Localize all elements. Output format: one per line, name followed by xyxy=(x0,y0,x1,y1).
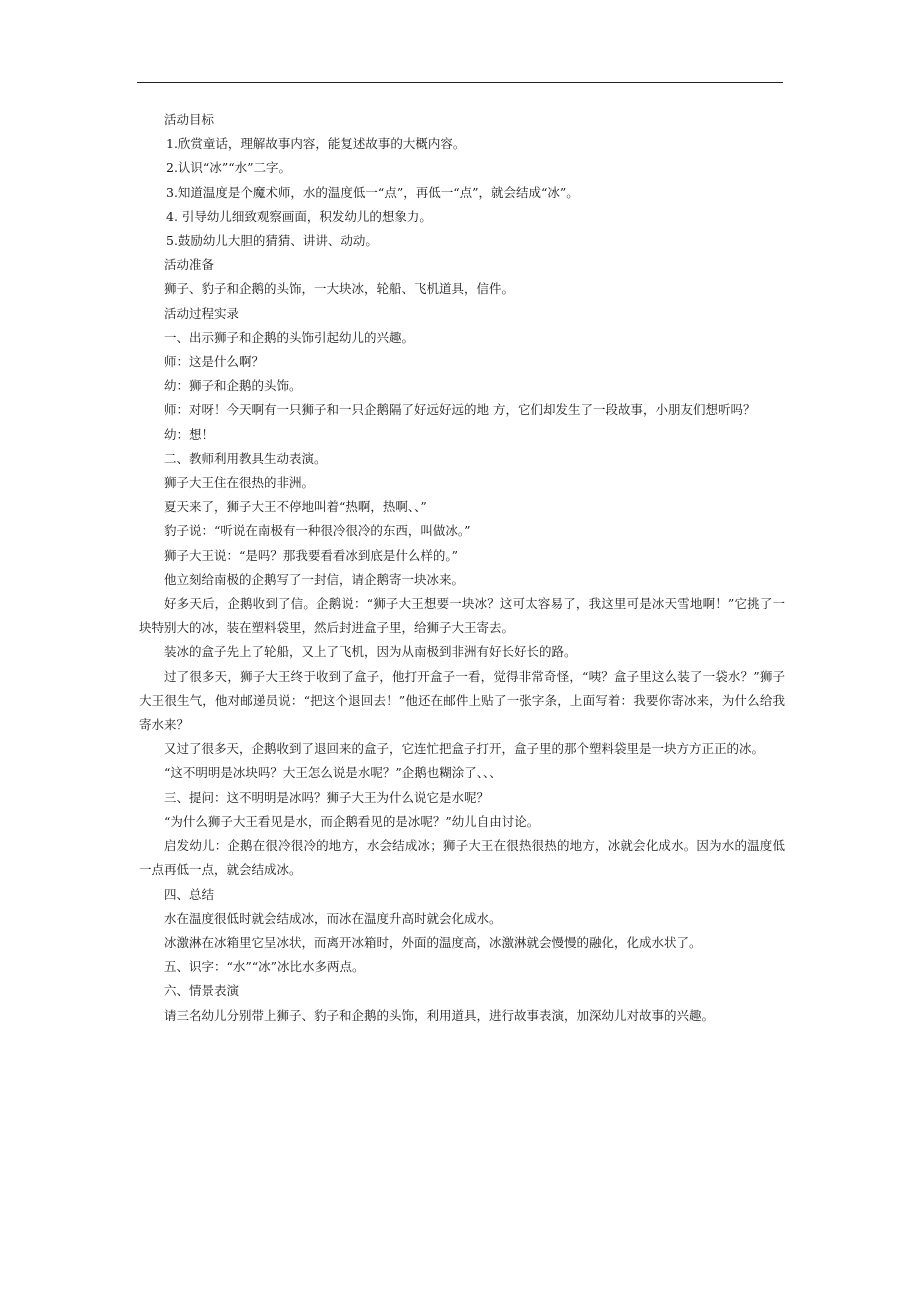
text-line: 四、总结 xyxy=(164,886,215,902)
paragraph: 启发幼儿：企鹅在很冷很冷的地方，水会结成冰；狮子大王在很热很热的地方，冰就会化成水。因为水的温度低一点再低一点，就会结成冰。 xyxy=(139,838,785,878)
text-line: 4. 引导幼儿细致观察画面，积发幼儿的想象力。 xyxy=(166,208,432,224)
text-line: 装冰的盒子先上了轮船，又上了飞机，因为从南极到非洲有好长好长的路。 xyxy=(164,644,577,660)
text-line: 豹子说：“听说在南极有一种很冷很冷的东西，叫做冰。” xyxy=(164,523,471,539)
text-line: 二、教师利用教具生动表演。 xyxy=(164,450,327,466)
text-line: 幼：狮子和企鹅的头饰。 xyxy=(164,378,302,394)
text-line: 他立刻给南极的企鹅写了一封信，请企鹅寄一块冰来。 xyxy=(164,571,465,587)
text-line: 请三名幼儿分别带上狮子、豹子和企鹅的头饰，利用道具，进行故事表演，加深幼儿对故事的兴趣。 xyxy=(164,1007,715,1023)
paragraph: 好多天后，企鹅收到了信。企鹅说：“狮子大王想要一块冰？这可太容易了，我这里可是冰天雪地啊！”它挑了一块特别大的冰，装在塑料袋里，然后封进盒子里，给狮子大王寄去。 xyxy=(139,596,785,636)
document-body xyxy=(139,108,785,1028)
text-line: 五、识字：“水”“冰”冰比水多两点。 xyxy=(164,959,365,975)
text-line: 师：对呀！今天啊有一只狮子和一只企鹅隔了好远好远的地 方，它们却发生了一段故事，小朋友们想听吗？ xyxy=(164,402,756,418)
section-heading: 活动目标 xyxy=(164,112,215,127)
text-line: 狮子大王说：“是吗？那我要看看冰到底是什么样的。” xyxy=(164,547,459,563)
text-line: “为什么狮子大王看见是水，而企鹅看见的是冰呢？”幼儿自由讨论。 xyxy=(164,813,540,829)
text-line: 又过了很多天，企鹅收到了退回来的盒子，它连忙把盒子打开，盒子里的那个塑料袋里是一块方方正正的冰。 xyxy=(164,741,765,757)
text-line: 活动过程实录 xyxy=(164,305,240,321)
text-line: 1.欣赏童话，理解故事内容，能复述故事的大概内容。 xyxy=(166,136,466,152)
paragraph: 过了很多天，狮子大王终于收到了盒子，他打开盒子一看，觉得非常奇怪，“咦？盒子里这么装了一袋水？”狮子大王很生气，他对邮递员说：“把这个退回去！”他还在邮件上贴了一张字条，上面写着：我要你寄冰来，为什么给我寄水来？ xyxy=(139,668,785,733)
text-line: 3.知道温度是个魔术师，水的温度低一“点”，再低一“点”，就会结成“冰”。 xyxy=(166,184,579,200)
header-rule xyxy=(137,82,783,83)
text-line: 师：这是什么啊？ xyxy=(164,354,265,370)
text-line: “这不明明是冰块吗？大王怎么说是水呢？”企鹅也糊涂了、、、 xyxy=(164,765,502,781)
text-line: 狮子、豹子和企鹅的头饰，一大块冰，轮船、飞机道具，信件。 xyxy=(164,281,515,297)
text-line: 5.鼓励幼儿大胆的猜猜、讲讲、动动。 xyxy=(166,233,378,249)
text-line: 活动准备 xyxy=(164,257,215,273)
text-line: 狮子大王住在很热的非洲。 xyxy=(164,475,315,491)
text-line: 水在温度很低时就会结成冰，而冰在温度升高时就会化成水。 xyxy=(164,910,502,926)
text-line: 三、提问：这不明明是冰吗？狮子大王为什么说它是水呢？ xyxy=(164,789,490,805)
text-line: 一、出示狮子和企鹅的头饰引起幼儿的兴趣。 xyxy=(164,329,415,345)
text-line: 六、情景表演 xyxy=(164,983,240,999)
text-line: 冰激淋在冰箱里它呈冰状，而离开冰箱时，外面的温度高，冰激淋就会慢慢的融化，化成水状了。 xyxy=(164,934,702,950)
text-line: 夏天来了，狮子大王不停地叫着“热啊，热啊、、” xyxy=(164,499,427,515)
text-line: 2.认识“冰”“水”二字。 xyxy=(166,160,291,176)
text-line: 幼：想！ xyxy=(164,426,215,442)
